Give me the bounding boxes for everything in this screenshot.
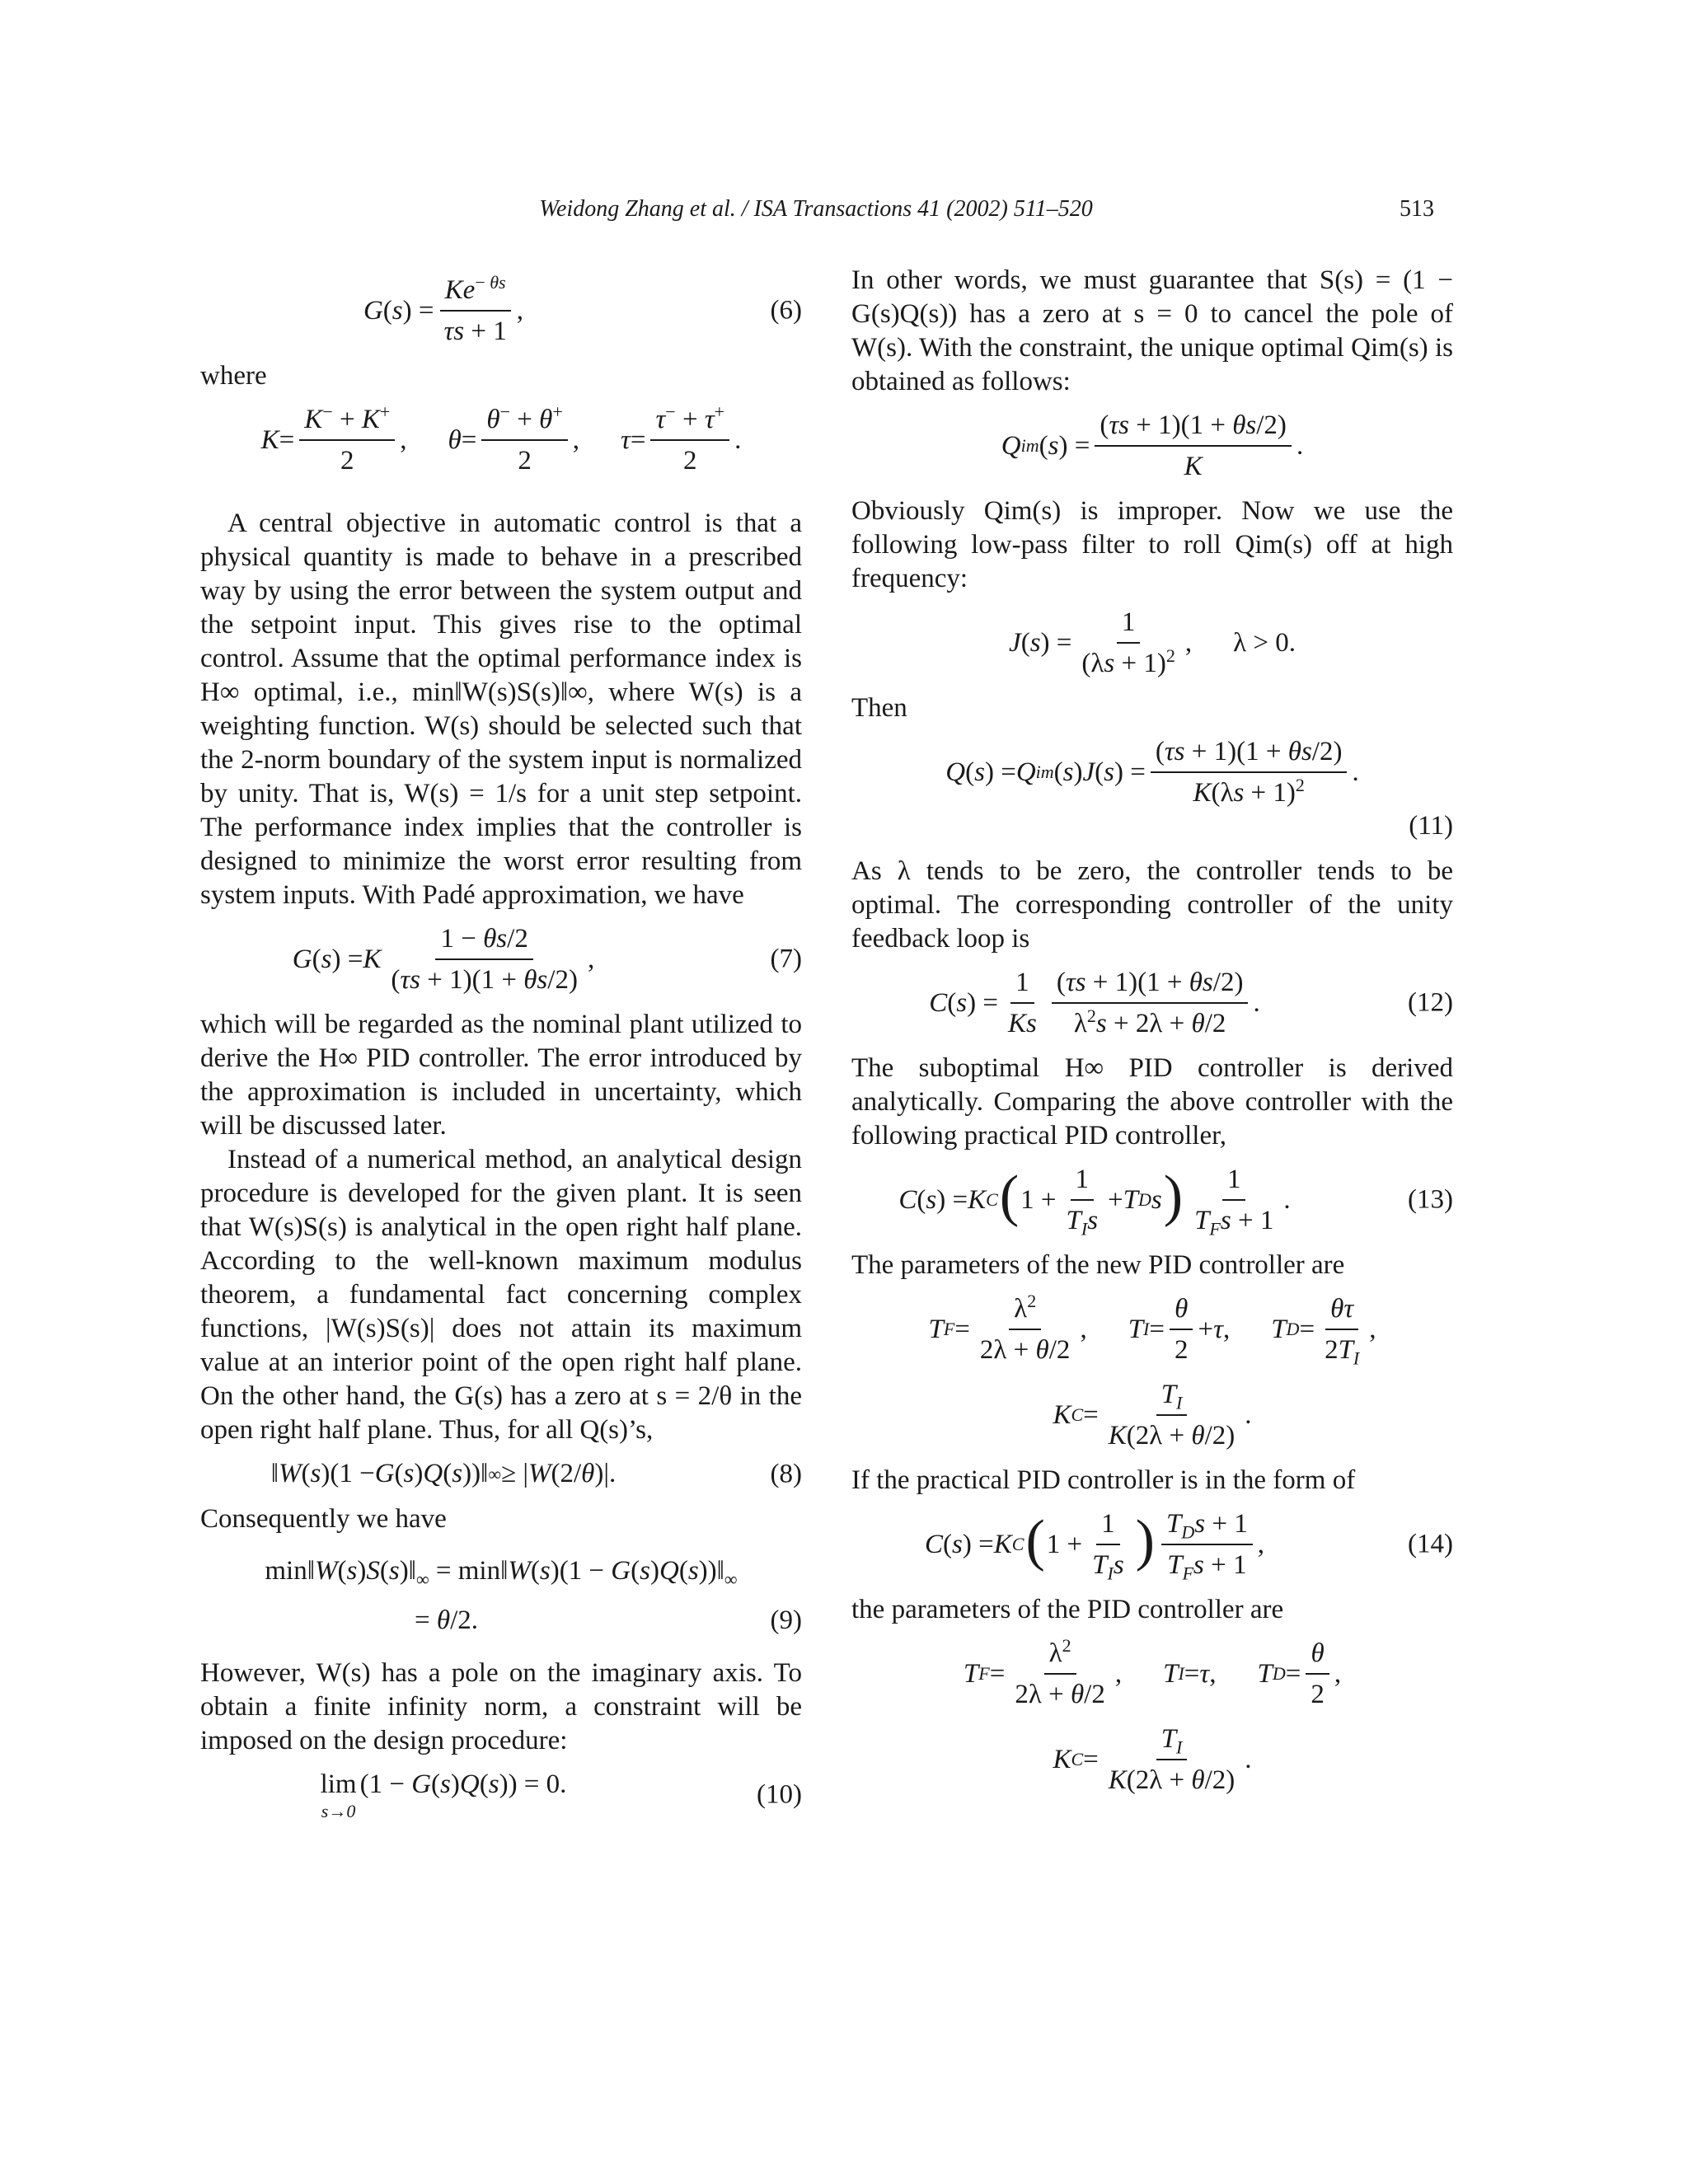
equation-q-im: Q im ( s ) = $\frac{(\tau s + 1)(1 + \theta s/2)}{K}$ . bbox=[1001, 410, 1304, 481]
equation-12: C ( s ) = $\frac{1}{Ks}$ $\frac{(\tau s + 1)(1 + \theta s/2)}{\lambda^2s + 2\lambda + \theta/2}$ . (12) bbox=[929, 968, 1453, 1038]
paragraph: Consequently we have bbox=[200, 1504, 447, 1534]
paragraph: However, W(s) has a pole on the imaginary axis. To obtain a finite infinity norm, a constraint will be imposed on the design procedure: bbox=[200, 1658, 802, 1755]
equation-parameters: K = $\frac{K^- + K^+}{2}$ , θ = $\frac{\theta^- + \theta^+}{2}$ , τ = $\frac{\tau^- + \tau^+}{2}$ . bbox=[260, 401, 742, 476]
page-number: 513 bbox=[1400, 196, 1434, 222]
paragraph: the parameters of the PID controller are bbox=[851, 1595, 1284, 1624]
equation-number: (13) bbox=[1408, 1184, 1453, 1215]
equation-kc-b: K C = $\frac{T_I}{K(2\lambda + \theta/2)}$ . bbox=[1053, 1724, 1252, 1795]
equation-kc-a: K C = $\frac{T_I}{K(2\lambda + \theta/2)}$ . bbox=[1053, 1380, 1252, 1451]
equation-filter: J ( s ) = $\frac{1}{(\lambda s + 1)^2}$ , λ > 0. bbox=[1009, 607, 1296, 678]
paragraph: Obviously Qim(s) is improper. Now we use the following low-pass filter to roll Qim(s) off at high frequency: bbox=[851, 496, 1453, 593]
equation-number: (14) bbox=[1408, 1529, 1453, 1559]
equation-number: (7) bbox=[770, 944, 802, 974]
equation-params-a: T F = $\frac{\lambda^2}{2\lambda + \theta/2}$ , T I = $\frac{\theta}{2}$ + τ , T D = $\frac{\theta\tau}{2T_I}$ , bbox=[928, 1291, 1376, 1369]
equation-11: Q ( s ) = Q im ( s ) J ( s ) = $\frac{(\tau s + 1)(1 + \theta s/2)}{K(\lambda s + 1)^2}$ . (11) bbox=[851, 735, 1453, 843]
paragraph: In other words, we must guarantee that S(s) = (1 − G(s)Q(s)) has a zero at s = 0 to cancel the pole of W(s). With the constraint, the unique optimal Qim(s) is obtained as follows: bbox=[851, 265, 1453, 396]
equation-number: (10) bbox=[757, 1779, 802, 1809]
equation-number: (12) bbox=[1408, 987, 1453, 1018]
left-column bbox=[200, 264, 802, 1833]
equation-8: ‖W ( s )(1 − G ( s ) Q ( s ))‖ ∞ ≥ | W (2/ θ )|. (8) bbox=[200, 1457, 802, 1491]
equation-7: G ( s ) = K $\frac{1 - \theta s/2}{(\tau s + 1)(1 + \theta s/2)}$ , (7) bbox=[292, 924, 802, 995]
paragraph: which will be regarded as the nominal plant utilized to derive the H∞ PID controller. The error introduced by the approximation is included in uncertainty, which will be discussed later. bbox=[200, 1010, 802, 1141]
running-title: Weidong Zhang et al. / ISA Transactions 41 (2002) 511–520 bbox=[539, 196, 1093, 222]
equation-number: (6) bbox=[770, 295, 802, 326]
equation-number: (8) bbox=[770, 1459, 802, 1488]
equation-number: (9) bbox=[770, 1605, 802, 1635]
where-text: where bbox=[200, 361, 267, 391]
right-column bbox=[851, 264, 1453, 1808]
equation-9: $\min‖W(s)S(s)‖_\infty$ = min‖W(s)(1 − $G(s)Q(s))‖_\infty$ = θ/2. (9) bbox=[200, 1546, 802, 1645]
page-header bbox=[198, 196, 1434, 232]
paragraph: Then bbox=[851, 693, 907, 723]
equation-14: C ( s ) = K C ( 1 + $\frac{1}{T_Is}$ ) $\frac{T_Ds + 1}{T_Fs + 1}$ , (14) bbox=[925, 1509, 1453, 1584]
paragraph: The suboptimal H∞ PID controller is derived analytically. Comparing the above controller with the following practical PID controller, bbox=[851, 1053, 1453, 1151]
equation-10: lim s→0 (1 − G(s)Q(s)) = 0. (10) bbox=[320, 1769, 802, 1821]
paragraph: A central objective in automatic control is that a physical quantity is made to behave in a prescribed way by using the error between the system output and the setpoint input. This gives rise to the optimal control. Assume that the optimal performance index is H∞ optimal, i.e., min‖W(s)S(s)‖∞, where W(s) is a weighting function. W(s) should be selected such that the 2-norm boundary of the system input is normalized by unity. That is, W(s) = 1/s for a unit step setpoint. The performance index implies that the controller is designed to minimize the worst error resulting from system inputs. With Padé approximation, we have bbox=[200, 509, 802, 910]
equation-number: (11) bbox=[1409, 811, 1453, 841]
equation-6: G ( s ) = $\frac{Ke^{- \theta s}}{\tau s + 1}$ , (6) bbox=[363, 272, 802, 346]
paragraph: The parameters of the new PID controller are bbox=[851, 1250, 1345, 1280]
paragraph: If the practical PID controller is in the form of bbox=[851, 1465, 1356, 1495]
paragraph: Instead of a numerical method, an analytical design procedure is developed for the given plant. It is seen that W(s)S(s) is analytical in the open right half plane. According to the well-known maximum modulus theorem, a fundamental fact concerning complex functions, |W(s)S(s)| does not attain its maximum value at an interior point of the open right half plane. On the other hand, the G(s) has a zero at s = 2/θ in the open right half plane. Thus, for all Q(s)’s, bbox=[200, 1145, 802, 1445]
paragraph: As λ tends to be zero, the controller tends to be optimal. The corresponding controller of the unity feedback loop is bbox=[851, 856, 1453, 954]
equation-13: C ( s ) = K C ( 1 + $\frac{1}{T_Is}$ + T D s ) $\frac{1}{T_Fs + 1}$ . (13) bbox=[898, 1165, 1453, 1240]
equation-params-b: T F = $\frac{\lambda^2}{2\lambda + \theta/2}$ , T I = τ , T D = $\frac{\theta}{2}$ , bbox=[963, 1635, 1342, 1709]
